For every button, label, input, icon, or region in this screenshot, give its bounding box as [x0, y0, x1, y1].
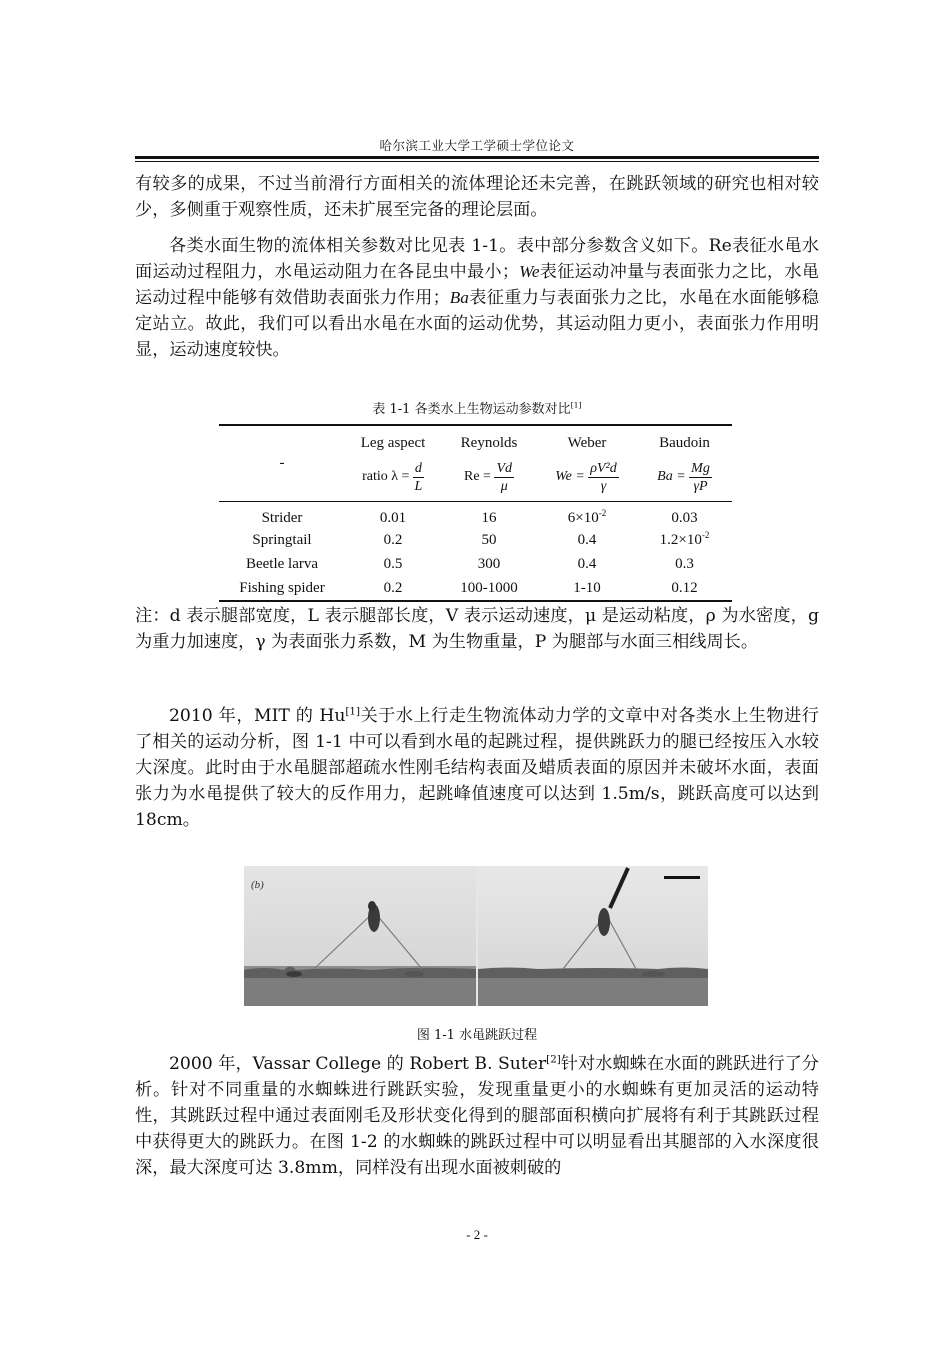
cell-ba [637, 528, 732, 552]
cell-ba [637, 502, 732, 528]
row-name-beetle-larva: Beetle larva [245, 555, 319, 572]
header-rule-thin [135, 161, 819, 162]
table-bottom-rule [219, 600, 732, 602]
panel-label: (b) [251, 879, 264, 891]
cell-we-base: 6×10 [567, 509, 599, 526]
formula-we-numerator: ρV²d [590, 460, 617, 476]
cell-leg: 0.2 [383, 579, 403, 596]
paragraph-3 [135, 703, 819, 833]
water-strider-photo-right [478, 866, 708, 1006]
header-baudoin: Baudoin [659, 435, 710, 451]
formula-we-prefix: We = [555, 469, 585, 485]
cell-re: 300 [477, 555, 501, 572]
cell-re: 50 [481, 531, 497, 548]
cell-ba [637, 552, 732, 576]
citation-hu: [1] [345, 705, 361, 718]
table-caption-ref: [1] [570, 400, 582, 410]
cell-ba-base: 1.2×10 [659, 531, 702, 548]
row-name-fishing-spider: Fishing spider [239, 579, 325, 596]
water-strider-jump-figure [244, 866, 708, 1006]
formula-re-denominator: μ [500, 478, 508, 494]
cell-we-exponent: -2 [598, 507, 607, 518]
running-header: 哈尔滨工业大学工学硕士学位论文 [379, 138, 575, 153]
formula-baudoin [637, 452, 732, 502]
formula-reynolds [441, 452, 537, 502]
paragraph-3-part-a: 2010 年，MIT 的 Hu [169, 706, 346, 726]
formula-leg-numerator: d [414, 460, 422, 476]
formula-leg-prefix: ratio λ = [362, 469, 410, 485]
weber-symbol: We [519, 262, 540, 281]
paragraph-2-part-b: 表征运动冲量与表面张力之比，水黾运动过程中能够有效借助表面张力作用； [135, 262, 819, 308]
citation-suter: [2] [546, 1053, 561, 1066]
table-corner-cell: - [279, 454, 285, 471]
paragraph-2-part-a: 各类水面生物的流体相关参数对比见表 1-1。表中部分参数含义如下。Re表征水黾水面运动过程阻力，水黾运动阻力在各昆虫中最小； [135, 236, 819, 282]
formula-ba-denominator: γP [693, 478, 708, 494]
cell-ba-base: 0.12 [671, 579, 698, 596]
figure-caption: 图 1-1 水黾跳跃过程 [416, 1028, 538, 1043]
table-row [219, 576, 732, 600]
paragraph-2-part-c: 表征重力与表面张力之比，水黾在水面能够稳定站立。故此，我们可以看出水黾在水面的运动优势，其运动阻力更小，表面张力作用明显，运动速度较快。 [135, 288, 819, 360]
formula-we-denominator: γ [600, 478, 607, 494]
row-name-springtail: Springtail [252, 531, 312, 548]
cell-re: 16 [481, 509, 497, 526]
formula-leg-denominator: L [414, 478, 423, 494]
cell-we-base: 1-10 [573, 579, 601, 596]
cell-ba-base: 0.03 [671, 509, 698, 526]
paragraph-3-part-b: 关于水上行走生物流体动力学的文章中对各类水上生物进行了相关的运动分析，图 1-1 中可以看到水黾的起跳过程，提供跳跃力的腿已经按压入水较大深度。此时由于水黾腿部超疏水性刚毛结构表面及蜡质表面的原因并未破坏水面，表面张力为水黾提供了较大的反作用力，起跳峰值速度可以达到 1.5m/s，跳跃高度可以达到 18cm。 [135, 706, 819, 830]
paragraph-4-part-a: 2000 年，Vassar College 的 Robert B. Suter [169, 1054, 547, 1074]
table-caption [135, 398, 819, 417]
figure-panel-left [244, 866, 476, 1006]
cell-ba-exponent: -2 [701, 529, 710, 540]
header-leg-aspect: Leg aspect [360, 435, 426, 451]
header-reynolds: Reynolds [460, 435, 518, 451]
formula-re-numerator: Vd [496, 460, 512, 476]
paragraph-1: 有较多的成果，不过当前滑行方面相关的流体理论还未完善，在跳跃领域的研究也相对较少，多侧重于观察性质，还未扩展至完备的理论层面。 [135, 174, 819, 220]
table-row [219, 552, 732, 576]
formula-weber [537, 452, 637, 502]
cell-ba-base: 0.3 [675, 555, 694, 572]
table-caption-text: 表 1-1 各类水上生物运动参数对比 [372, 402, 571, 417]
parameter-table-grid [219, 424, 732, 600]
cell-we [537, 502, 637, 528]
paragraph-4-part-b: 针对水蜘蛛在水面的跳跃进行了分析。针对不同重量的水蜘蛛进行跳跃实验，发现重量更小的水蜘蛛有更加灵活的运动特性，其跳跃过程中通过表面刚毛及形状变化得到的腿部面积横向扩展将有利于其跳跃过程中获得更大的跳跃力。在图 1-2 的水蜘蛛的跳跃过程中可以明显看出其腿部的入水深度很深，最大深度可达 3.8mm，同样没有出现水面被刺破的 [135, 1054, 819, 1178]
cell-we-base: 0.4 [577, 555, 597, 572]
figure-panel-right [478, 866, 708, 1006]
header-rule-thick [135, 156, 819, 159]
formula-re-prefix: Re = [463, 469, 491, 485]
cell-we [537, 576, 637, 600]
paragraph-2 [135, 233, 819, 363]
table-note: 注：d 表示腿部宽度，L 表示腿部长度，V 表示运动速度，μ 是运动粘度，ρ 为水密度，g 为重力加速度，γ 为表面张力系数，M 为生物重量，P 为腿部与水面三相线周长。 [135, 606, 819, 652]
table-header-row [219, 424, 732, 452]
table-row [219, 502, 732, 528]
water-strider-photo-left [244, 866, 476, 1006]
cell-leg: 0.2 [383, 531, 403, 548]
formula-ba-numerator: Mg [691, 460, 710, 476]
formula-ba-prefix: Ba = [657, 469, 686, 485]
cell-we [537, 528, 637, 552]
cell-leg: 0.01 [379, 509, 407, 526]
page-number: - 2 - [466, 1227, 488, 1242]
paragraph-4 [135, 1051, 819, 1181]
cell-leg: 0.5 [383, 555, 403, 572]
table-row [219, 528, 732, 552]
cell-we [537, 552, 637, 576]
baudoin-symbol: Ba [449, 288, 469, 307]
cell-re: 100-1000 [460, 579, 518, 596]
formula-leg-aspect [345, 452, 441, 502]
row-name-strider: Strider [261, 509, 303, 526]
cell-ba [637, 576, 732, 600]
header-weber: Weber [567, 435, 607, 451]
cell-we-base: 0.4 [577, 531, 597, 548]
